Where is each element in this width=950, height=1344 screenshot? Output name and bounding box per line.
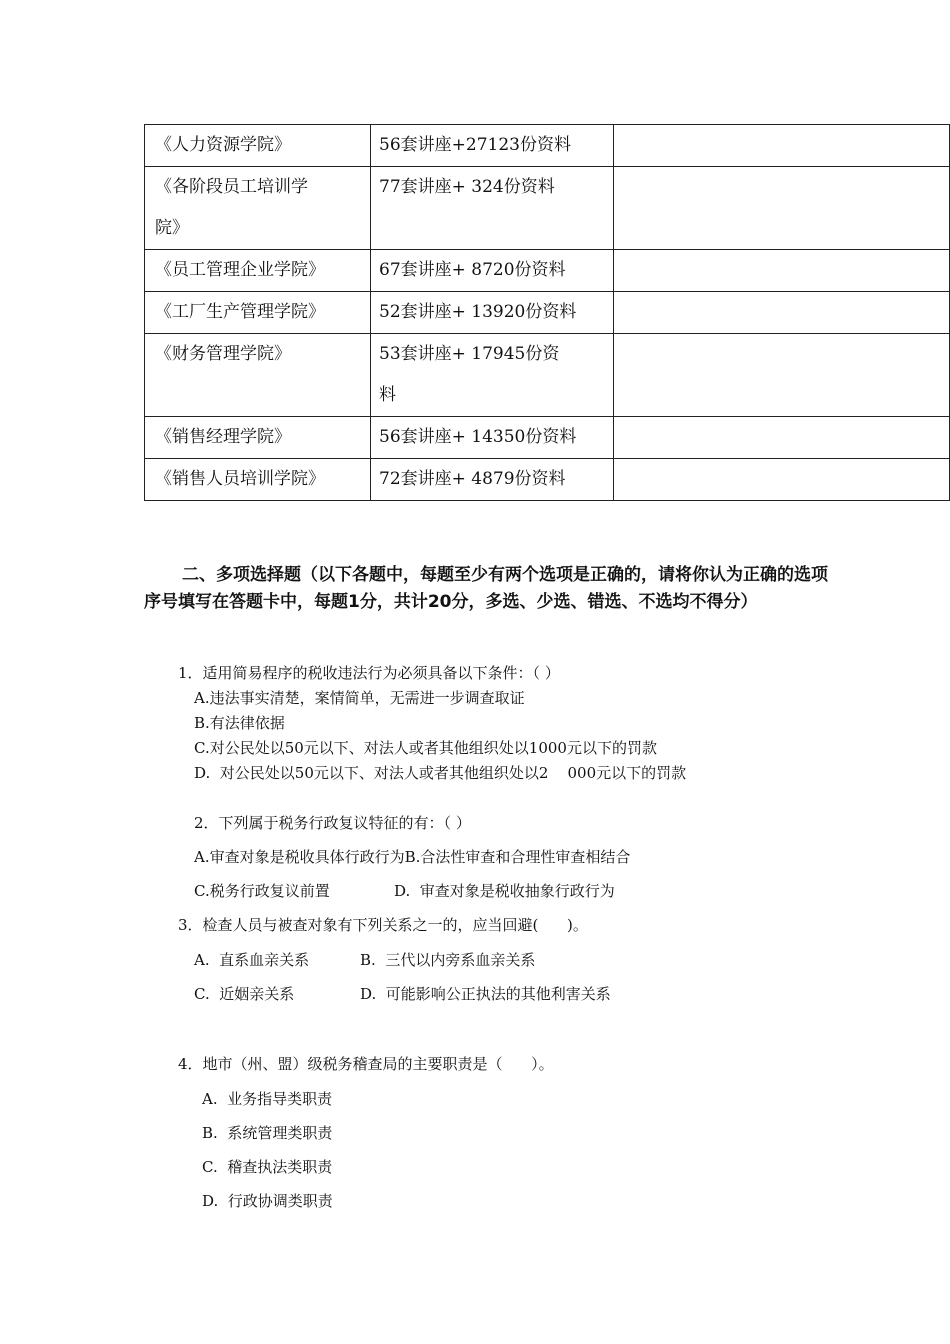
question-2-option-c: C.税务行政复议前置 bbox=[194, 882, 330, 900]
course-name: 《销售人员培训学院》 bbox=[145, 459, 371, 501]
table-row bbox=[145, 167, 950, 250]
question-1-option-a: A.违法事实清楚，案情简单，无需进一步调查取证 bbox=[194, 689, 525, 707]
question-1-option-d: D. 对公民处以50元以下、对法人或者其他组织处以2 000元以下的罚款 bbox=[194, 764, 687, 782]
table-row bbox=[145, 417, 950, 459]
course-name: 《财务管理学院》 bbox=[145, 334, 371, 417]
course-name: 《员工管理企业学院》 bbox=[145, 250, 371, 292]
question-2-stem: 2．下列属于税务行政复议特征的有：（ ） bbox=[194, 814, 471, 832]
course-name: 《工厂生产管理学院》 bbox=[145, 292, 371, 334]
course-extra bbox=[614, 459, 950, 501]
table-row bbox=[145, 125, 950, 167]
course-extra bbox=[614, 167, 950, 250]
course-content: 77套讲座+ 324份资料 bbox=[371, 167, 614, 250]
section-heading: 二、多项选择题（以下各题中，每题至少有两个选项是正确的，请将你认为正确的选项序号填写在答题卡中，每题1分，共计20分，多选、少选、错选、不选均不得分） bbox=[144, 565, 828, 612]
course-table bbox=[144, 124, 950, 501]
question-1-stem: 1．适用简易程序的税收违法行为必须具备以下条件：（ ） bbox=[178, 664, 560, 682]
course-name: 《人力资源学院》 bbox=[145, 125, 371, 167]
question-3-stem: 3．检查人员与被查对象有下列关系之一的，应当回避( )。 bbox=[178, 916, 588, 934]
question-4-option-b: B. 系统管理类职责 bbox=[202, 1124, 333, 1142]
course-extra bbox=[614, 417, 950, 459]
question-3-option-d: D. 可能影响公正执法的其他利害关系 bbox=[360, 985, 611, 1003]
course-extra bbox=[614, 334, 950, 417]
question-2-option-d: D. 审查对象是税收抽象行政行为 bbox=[394, 882, 615, 900]
table-row bbox=[145, 459, 950, 501]
course-extra bbox=[614, 250, 950, 292]
question-1-option-c: C.对公民处以50元以下、对法人或者其他组织处以1000元以下的罚款 bbox=[194, 739, 657, 757]
course-name: 《各阶段员工培训学院》 bbox=[145, 167, 371, 250]
question-3-option-a: A. 直系血亲关系 bbox=[194, 951, 310, 969]
table-row bbox=[145, 292, 950, 334]
question-4-option-d: D. 行政协调类职责 bbox=[202, 1192, 333, 1210]
course-extra bbox=[614, 292, 950, 334]
question-4-option-a: A. 业务指导类职责 bbox=[202, 1090, 333, 1108]
table-row bbox=[145, 250, 950, 292]
course-content: 56套讲座+27123份资料 bbox=[371, 125, 614, 167]
course-content: 56套讲座+ 14350份资料 bbox=[371, 417, 614, 459]
question-3-option-b: B. 三代以内旁系血亲关系 bbox=[360, 951, 536, 969]
course-content: 53套讲座+ 17945份资料 bbox=[371, 334, 614, 417]
course-content: 72套讲座+ 4879份资料 bbox=[371, 459, 614, 501]
course-content: 52套讲座+ 13920份资料 bbox=[371, 292, 614, 334]
course-name: 《销售经理学院》 bbox=[145, 417, 371, 459]
question-3-option-c: C. 近姻亲关系 bbox=[194, 985, 295, 1003]
question-2-option-ab: A.审查对象是税收具体行政行为B.合法性审查和合理性审查相结合 bbox=[194, 848, 631, 866]
question-1-option-b: B.有法律依据 bbox=[194, 714, 285, 732]
question-4-stem: 4．地市（州、盟）级税务稽查局的主要职责是（ ）。 bbox=[178, 1055, 554, 1073]
table-row bbox=[145, 334, 950, 417]
question-4-option-c: C. 稽查执法类职责 bbox=[202, 1158, 333, 1176]
course-extra bbox=[614, 125, 950, 167]
course-content: 67套讲座+ 8720份资料 bbox=[371, 250, 614, 292]
